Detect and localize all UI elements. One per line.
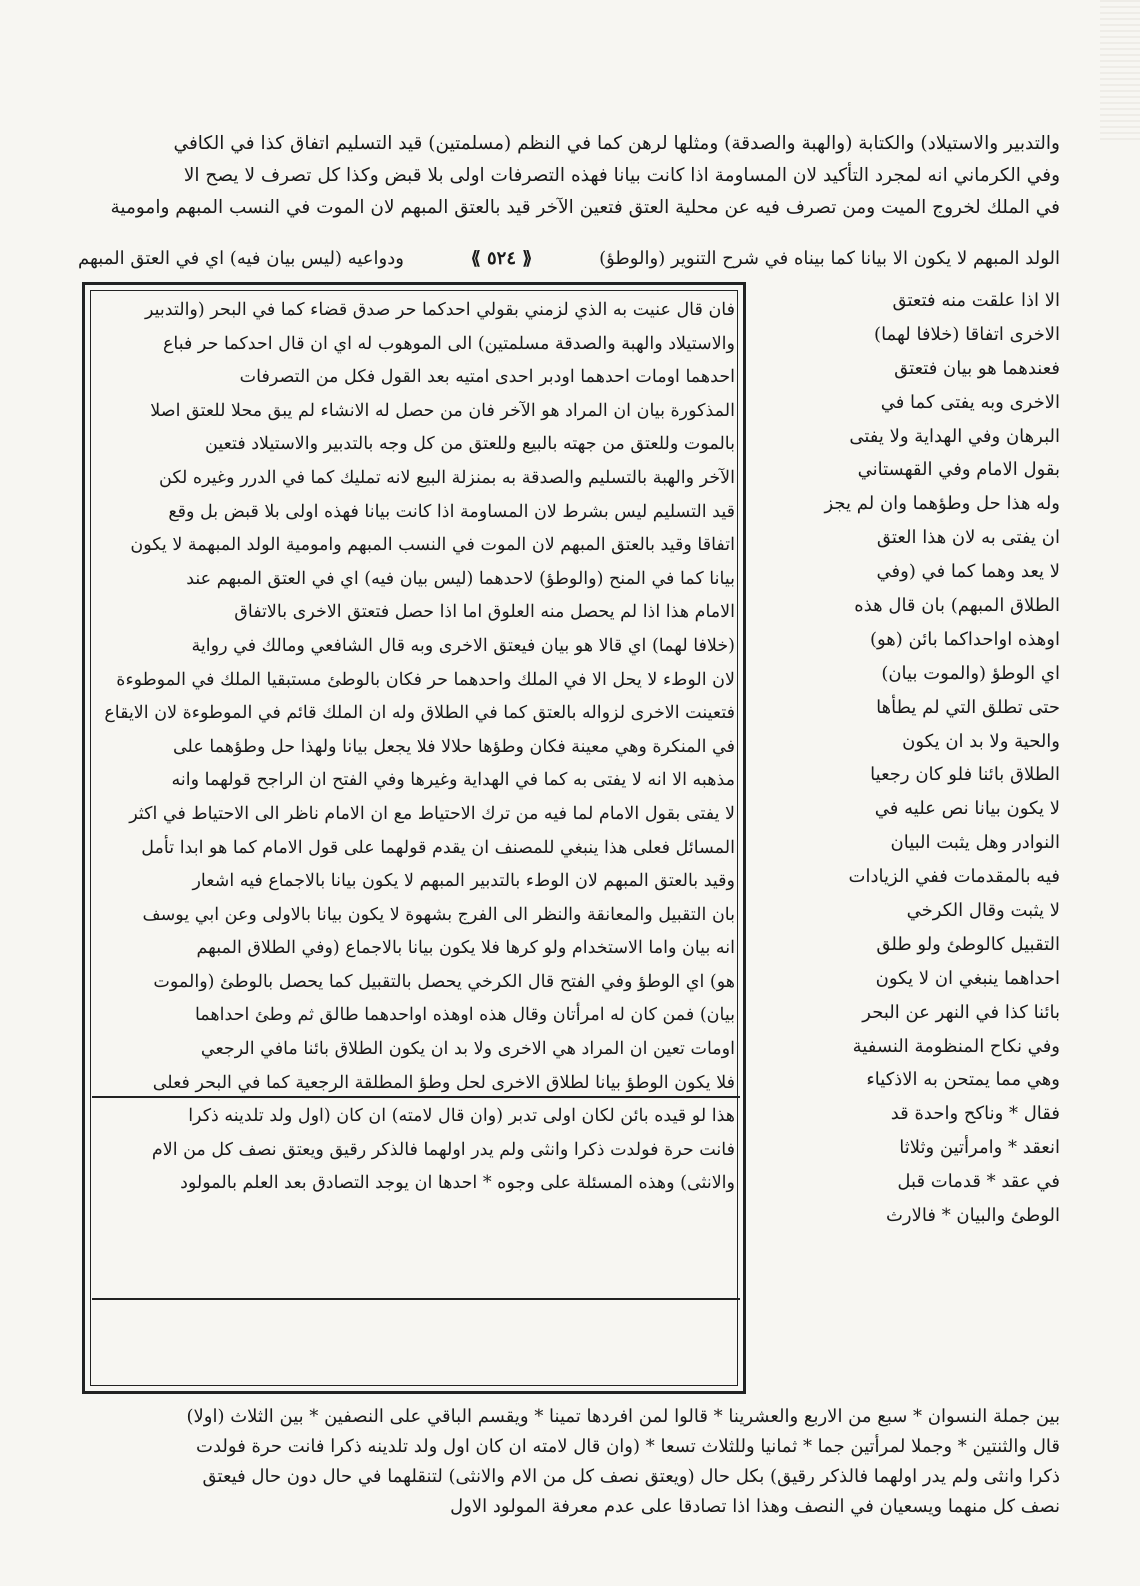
main-text-line: بالموت وللعتق من جهته بالبيع وللعتق من كل وجه بالتدبير والاستيلاد فتعين: [205, 434, 735, 455]
top-commentary: [78, 128, 1060, 224]
margin-line: وله هذا حل وطؤهما وان لم يجز: [824, 493, 1060, 515]
commentary-line: في الملك لخروج الميت ومن تصرف فيه عن محلية العتق فتعين الآخر قيد بالعتق المبهم لان الموت في النسب المبهم وامومية: [110, 197, 1060, 218]
margin-line: والحية ولا بد ان يكون: [902, 730, 1060, 752]
main-text-line: فلا يكون الوطؤ بيانا لطلاق الاخرى لحل وطؤ المطلقة الرجعية كما في البحر فعلى: [152, 1072, 735, 1093]
main-text-line: لان الوطء لا يحل الا في الملك واحدهما حر فكان بالوطئ مستبقيا الملك في الموطوءة: [116, 669, 735, 690]
commentary-line: نصف كل منهما ويسعيان في النصف وهذا اذا تصادقا على عدم معرفة المولود الاول: [450, 1496, 1060, 1517]
main-text-line: والاستيلاد والهبة والصدقة مسلمتين) الى الموهوب له اي ان قال احدكما حر فباع: [162, 333, 735, 354]
main-text-line: وقيد بالعتق المبهم لان الوطء بالتدبير المبهم لا يكون بيانا بالاجماع فيه اشعار: [192, 871, 735, 892]
main-text-line: بان التقبيل والمعانقة والنظر الى الفرج بشهوة لا يكون بيانا بالاولى وعن ابي يوسف: [142, 904, 735, 925]
margin-line: الطلاق بائنا فلو كان رجعيا: [870, 764, 1060, 786]
margin-line: وفي نكاح المنظومة النسفية: [852, 1035, 1060, 1057]
margin-line: لا يكون بيانا نص عليه في: [874, 798, 1060, 820]
main-text-line: احدهما اومات احدهما اودبر احدى امتيه بعد القول فكل من التصرفات: [239, 367, 735, 388]
header-left-text: ودواعيه (ليس بيان فيه) اي في العتق المبهم: [78, 248, 404, 269]
margin-line: الاخرى اتفاقا (خلافا لهما): [874, 323, 1060, 345]
main-text-line: المسائل فعلى هذا ينبغي للمصنف ان يقدم قولهما على قول الامام كما هو ابدا تأمل: [141, 837, 735, 858]
commentary-line: وفي الكرماني انه لمجرد التأكيد لان المساومة اذا كانت بيانا فهذه التصرفات اولى بلا قبض وكذا كل تصرف لا يصح الا: [183, 165, 1060, 186]
commentary-line: والتدبير والاستيلاد) والكتابة (والهبة والصدقة) ومثلها لرهن كما في النظم (مسلمتين) قيد التسليم اتفاق كذا في الكافي: [173, 133, 1060, 154]
main-text: [95, 294, 735, 1201]
margin-line: التقبيل كالوطئ ولو طلق: [876, 933, 1060, 955]
margin-line: الا اذا علقت منه فتعتق: [892, 290, 1060, 311]
main-text-line: (خلافا لهما) اي قالا هو بيان فيعتق الاخرى وبه قال الشافعي ومالك في رواية: [191, 635, 735, 656]
page-number: ⟪ ٥٢٤ ⟫: [470, 248, 533, 269]
text-rule: [92, 1298, 740, 1300]
margin-line: الاخرى وبه يفتى كما في: [880, 391, 1060, 413]
main-text-line: قيد التسليم ليس بشرط لان المساومة اذا كانت بيانا فهذه اولى بلا قبض بل وقع: [168, 501, 735, 522]
margin-line: انعقد * وامرأتين وثلاثا: [899, 1137, 1060, 1159]
margin-line: اي الوطؤ (والموت بيان): [881, 662, 1060, 684]
main-text-line: فانت حرة فولدت ذكرا وانثى ولم يدر اولهما فالذكر رقيق ويعتق نصف كل من الام: [151, 1139, 735, 1160]
main-text-line: اتفاقا وقيد بالعتق المبهم لان الموت في النسب المبهم وامومية الولد المبهمة لا يكون: [130, 535, 735, 556]
main-text-line: بيانا كما في المنح (والوطؤ) لاحدهما (ليس بيان فيه) اي في العتق المبهم عند: [186, 568, 735, 589]
margin-line: بائنا كذا في النهر عن البحر: [862, 1001, 1060, 1023]
margin-line: الطلاق المبهم) بان قال هذه: [854, 595, 1060, 617]
main-text-line: الامام هذا اذا لم يحصل منه العلوق اما اذا حصل فتعتق الاخرى بالاتفاق: [234, 602, 735, 623]
margin-line: البرهان وفي الهداية ولا يفتى: [849, 425, 1060, 447]
running-header: [78, 243, 1060, 275]
main-text-line: المذكورة بيان ان المراد هو الآخر فان من حصل له الانشاء لم يبق محلا للعتق اصلا: [150, 400, 735, 421]
main-text-line: انه بيان واما الاستخدام ولو كرها فلا يكون بيانا بالاجماع (وفي الطلاق المبهم: [196, 938, 735, 959]
main-text-line: والانثى) وهذه المسئلة على وجوه * احدها ان يوجد التصادق بعد العلم بالمولود: [180, 1173, 735, 1194]
margin-line: اوهذه اواحداكما بائن (هو): [869, 628, 1060, 650]
margin-line: ان يفتى به لان هذا العتق: [876, 527, 1060, 549]
main-text-line: فتعينت الاخرى لزواله بالعتق كما في الطلاق وله ان الملك قائم في الموطوءة لان الايقاع: [104, 703, 735, 724]
main-text-line: الآخر والهبة بالتسليم والصدقة به بمنزلة البيع لانه تمليك كما في الدرر وغيره لكن: [159, 467, 735, 488]
margin-line: احداهما ينبغي ان لا يكون: [875, 967, 1060, 989]
margin-line: النوادر وهل يثبت البيان: [890, 832, 1060, 854]
main-text-line: فان قال عنيت به الذي لزمني بقولي احدكما حر صدق قضاء كما في البحر (والتدبير: [144, 300, 735, 320]
margin-line: فعندهما هو بيان فتعتق: [894, 357, 1060, 379]
main-text-line: هو) اي الوطؤ وفي الفتح قال الكرخي يحصل بالتقبيل كما يحصل بالوطئ (والموت: [153, 971, 735, 992]
margin-line: فيه بالمقدمات ففي الزيادات: [848, 866, 1060, 888]
text-rule: [92, 1096, 740, 1098]
page-edge-texture: [1100, 0, 1140, 140]
bottom-commentary: [78, 1402, 1060, 1522]
commentary-line: ذكرا وانثى ولم يدر اولهما فالذكر رقيق) بكل حال (ويعتق نصف كل من الام والانثى) لتنقلهما في حال دون حال فيعتق: [202, 1466, 1060, 1487]
marginal-commentary: [758, 284, 1060, 1233]
margin-line: لا يثبت وقال الكرخي: [906, 900, 1060, 922]
main-text-line: مذهبه الا انه لا يفتى به كما في الهداية وغيرها وفي الفتح ان الراجح قولهما وانه: [171, 770, 735, 791]
margin-line: وهي مما يمتحن به الاذكياء: [866, 1069, 1060, 1091]
margin-line: لا يعد وهما كما في (وفي: [876, 561, 1060, 583]
margin-line: الوطئ والبيان * فالارث: [885, 1205, 1060, 1227]
main-text-line: بيان) فمن كان له امرأتان وقال هذه اوهذه اواحدهما طالق ثم وطئ احداهما: [194, 1005, 735, 1026]
margin-line: حتى تطلق التي لم يطأها: [876, 696, 1060, 718]
header-right-text: الولد المبهم لا يكون الا بيانا كما بيناه في شرح التنوير (والوطؤ): [599, 248, 1060, 269]
margin-line: فقال * وناكح واحدة قد: [890, 1103, 1060, 1125]
commentary-line: قال والثنتين * وجملا لمرأتين جما * ثمانيا وللثلاث تسعا * (وان قال لامته ان كان اول ولد تلدينه ذكرا فانت حرة فولدت: [196, 1436, 1060, 1457]
main-text-line: في المنكرة وهي معينة فكان وطؤها حلالا فلا يجعل بيانا ولهذا حل وطؤهما على: [172, 736, 735, 757]
main-text-line: هذا لو قيده بائن لكان اولى تدبر (وان قال لامته) ان كان (اول ولد تلدينه ذكرا: [188, 1106, 735, 1127]
margin-line: في عقد * قدمات قبل: [897, 1171, 1060, 1193]
margin-line: بقول الامام وفي القهستاني: [857, 459, 1060, 481]
commentary-line: بين جملة النسوان * سبع من الاربع والعشرينا * قالوا لمن افردها تمينا * ويقسم الباقي على النصفين * بين الثلاث (اولا): [186, 1406, 1060, 1427]
main-text-line: اومات تعين ان المراد هي الاخرى ولا بد ان يكون الطلاق بائنا مافي الرجعي: [200, 1039, 735, 1060]
main-text-line: لا يفتى بقول الامام لما فيه من ترك الاحتياط مع ان الامام ناظر الى الاحتياط في اكثر: [129, 803, 735, 824]
